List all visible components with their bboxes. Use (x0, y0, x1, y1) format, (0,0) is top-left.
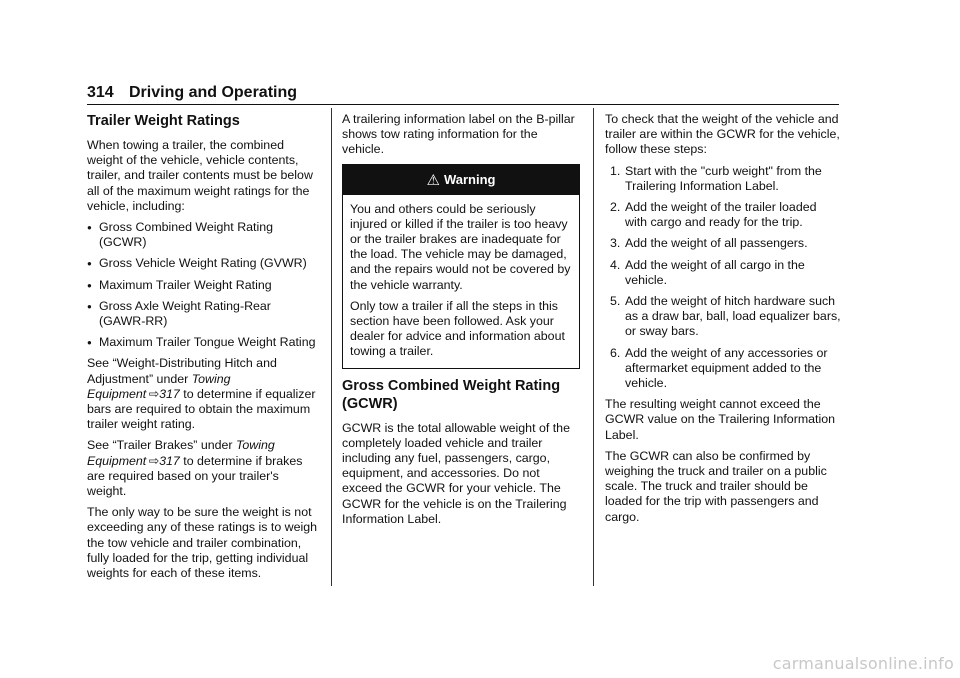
link-towing-equipment[interactable]: Towing Equipment (87, 371, 231, 401)
list-item: ● Gross Axle Weight Rating-Rear (GAWR-RR) (87, 299, 319, 329)
paragraph-check: To check that the weight of the vehicle and trailer are within the GCWR for the vehicle, follow these steps: (605, 112, 840, 157)
step-number: 1. (610, 163, 621, 178)
text: to determine if brakes are required based on your trailer's weight. (87, 453, 303, 499)
list-item (605, 164, 841, 194)
step-number: 6. (610, 345, 621, 360)
step-text: Add the weight of all passengers. (625, 236, 808, 251)
warning-header (343, 165, 579, 195)
page-ref[interactable]: 317 (159, 386, 180, 401)
column-1 (87, 112, 319, 587)
warning-text: You and others could be seriously injured or killed if the trailer is too heavy or the trailer brakes are inadequate for the load. The vehicle may be damaged, and the repairs would not be covered by the vehicle warranty. (350, 201, 571, 292)
list-item: ● Gross Vehicle Weight Rating (GVWR) (87, 256, 319, 271)
paragraph-weigh: The only way to be sure the weight is not exceeding any of these ratings is to weigh the tow vehicle and trailer combination, fully loaded for the trip, getting individual weights for each of these items. (87, 505, 318, 581)
paragraph-label-info: A trailering information label on the B-pillar shows tow rating information for the vehicle. (342, 112, 575, 157)
step-text: Add the weight of hitch hardware such as a draw bar, ball, load equalizer bars, or sway bars. (625, 294, 841, 339)
step-number: 3. (610, 236, 621, 251)
paragraph-gcwr: GCWR is the total allowable weight of the completely loaded vehicle and trailer including any fuel, passengers, cargo, equipment, and accessories. Do not exceed the GCWR for your vehicle. The GCWR for the vehicle is on the Trailering Information Label. (342, 420, 570, 526)
page-header (87, 84, 839, 105)
list-item (605, 294, 841, 340)
column-divider (331, 108, 332, 586)
paragraph-scale: The GCWR can also be confirmed by weighing the truck and trailer on a public scale. The truck and trailer should be loaded for the trip with passengers and cargo. (605, 448, 827, 524)
heading-gcwr: Gross Combined Weight Rating (GCWR) (342, 377, 561, 412)
column-3 (605, 112, 841, 531)
paragraph-brakes (87, 438, 319, 499)
page-ref[interactable]: 317 (159, 453, 180, 468)
step-number: 5. (610, 294, 621, 309)
link-towing-equipment[interactable]: Towing Equipment (87, 438, 275, 468)
step-text: Add the weight of all cargo in the vehicle. (625, 257, 805, 287)
list-item (605, 258, 841, 288)
list-item: ● Maximum Trailer Tongue Weight Rating (87, 335, 319, 350)
step-text: Start with the "curb weight" from the Trailering Information Label. (625, 163, 822, 193)
list-item (605, 236, 841, 251)
heading-trailer-weight-ratings: Trailer Weight Ratings (87, 113, 240, 129)
paragraph-intro: When towing a trailer, the combined weight of the vehicle, vehicle contents, trailer, and trailer contents must be below all of the maximum weight ratings for the vehicle, including: (87, 138, 313, 213)
paragraph-hitch (87, 356, 319, 432)
step-text: Add the weight of the trailer loaded with cargo and ready for the trip. (625, 200, 817, 230)
watermark: carmanualsonline.info (772, 654, 954, 673)
ref-arrow-icon: ⇨ (148, 386, 160, 401)
column-2 (342, 112, 580, 533)
steps-list (605, 164, 841, 392)
warning-body (343, 195, 579, 368)
list-item (605, 200, 841, 230)
text: to determine if equalizer bars are required to obtain the maximum trailer weight rating. (87, 386, 316, 432)
warning-box (342, 164, 580, 369)
list-item (605, 346, 841, 392)
list-item: ● Gross Combined Weight Rating (GCWR) (87, 220, 319, 250)
column-divider (593, 108, 594, 586)
section-title: Driving and Operating (129, 84, 298, 101)
ratings-list (87, 220, 319, 350)
warning-text: Only tow a trailer if all the steps in this section have been followed. Ask your dealer for advice and information about towing a trailer. (350, 298, 565, 359)
step-number: 4. (610, 257, 621, 272)
page-number: 314 (87, 84, 114, 101)
text: See “Trailer Brakes” under (87, 438, 236, 453)
warning-title: Warning (443, 171, 496, 187)
paragraph-result: The resulting weight cannot exceed the GCWR value on the Trailering Information Label. (605, 397, 836, 442)
text: See “Weight-Distributing Hitch and Adjustment” under (87, 356, 277, 386)
ref-arrow-icon: ⇨ (148, 453, 160, 468)
step-text: Add the weight of any accessories or aftermarket equipment added to the vehicle. (625, 345, 828, 391)
step-number: 2. (610, 200, 621, 215)
warning-triangle-icon: ⚠ (426, 171, 440, 189)
list-item: ● Maximum Trailer Weight Rating (87, 278, 319, 293)
